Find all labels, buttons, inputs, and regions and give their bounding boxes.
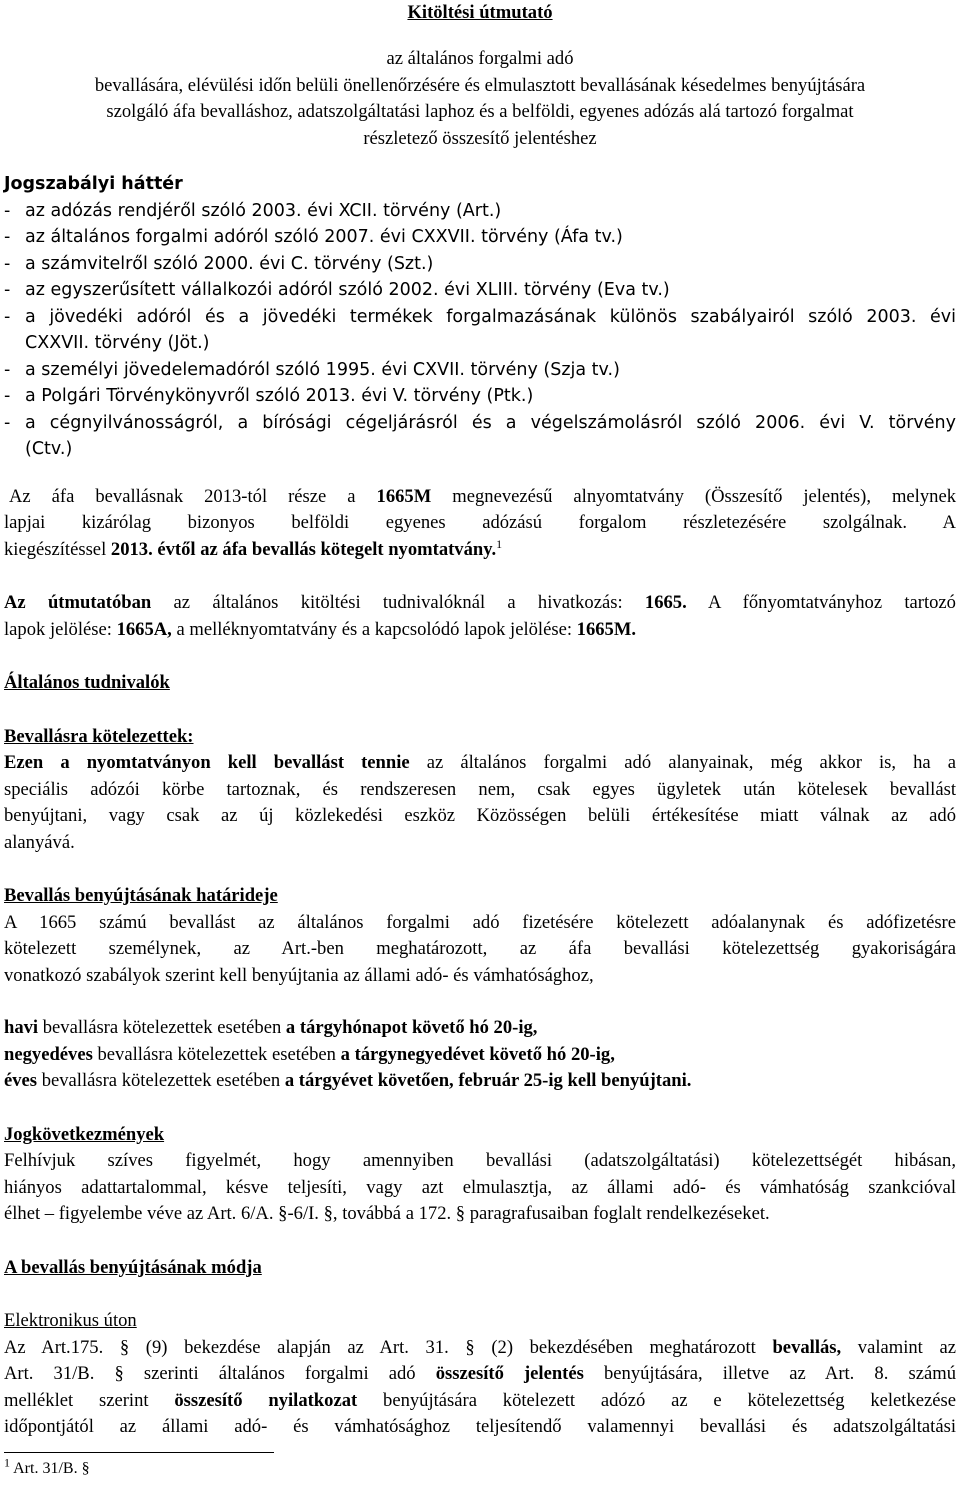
text-line: lapjai kizárólag bizonyos belföldi egyenes adózású forgalom részletezésére szolgálnak. A (4, 512, 956, 533)
footnote-separator (4, 1452, 274, 1453)
altalanos-heading: Általános tudnivalók (4, 672, 170, 693)
list-dash: - (4, 200, 11, 221)
law-list-item: - a jövedéki adóról és a jövedéki termékek forgalmazásának különös szabályairól szóló 2003. évi (4, 304, 956, 331)
law-list-item-cont: (Ctv.) (25, 439, 73, 459)
text-line: Az Art.175. § (9) bekezdése alapján az Art. 31. § (2) bekezdésében meghatározott bevallás, valamint az (4, 1336, 956, 1358)
footnote-text: Art. 31/B. § (10, 1460, 90, 1477)
text-line: kiegészítéssel 2013. évtől az áfa bevallás kötegelt nyomtatvány.$^1$ (4, 536, 503, 560)
kotelezettek-section (4, 724, 956, 857)
intro-line: részletező összesítő jelentéshez (363, 127, 597, 149)
law-list-item: - a Polgári Törvénykönyvről szóló 2013. évi V. törvény (Ptk.) (4, 383, 956, 410)
modja-heading: A bevallás benyújtásának módja (4, 1256, 262, 1278)
list-dash: - (4, 253, 11, 274)
elektronikus-section (4, 1308, 956, 1441)
footnote-number: 1 (4, 1455, 10, 1470)
text-line: lapok jelölése: 1665A, a melléknyomtatvány és a kapcsolódó lapok jelölése: 1665M. (4, 618, 637, 640)
jogkovetkezmenyek-section (4, 1122, 956, 1228)
text-line: Az áfa bevallásnak 2013-tól része a 1665M megnevezésű alnyomtatvány (Összesítő jelentés), melynek (9, 485, 956, 507)
list-dash: - (4, 227, 11, 247)
intro-block (4, 46, 956, 152)
list-dash: - (4, 306, 11, 327)
elektronikus-heading: Elektronikus úton (4, 1310, 137, 1331)
law-list (4, 198, 956, 463)
intro-line: szolgáló áfa bevalláshoz, adatszolgáltatási laphoz és a belföldi, egyenes adózás alá tartozó forgalmat (106, 101, 854, 122)
list-dash: - (4, 280, 11, 300)
law-list-item: - az általános forgalmi adóról szóló 2007. évi CXXVII. törvény (Áfa tv.) (4, 224, 956, 251)
text-line: Ezen a nyomtatványon kell bevallást tennie az általános forgalmi adó alanyainak, még akkor is, ha a (4, 752, 956, 773)
text-line: Az útmutatóban az általános kitöltési tudnivalóknál a hivatkozás: 1665. A főnyomtatványhoz tartozó (4, 592, 956, 613)
text-line: speciális adózói körbe tartoznak, és rendszeresen nem, csak egyes ügyletek után kötelesek bevallást (4, 778, 956, 800)
kotelezettek-heading: Bevallásra kötelezettek: (4, 725, 194, 747)
afa-paragraph (4, 484, 956, 564)
law-list-item: - az egyszerűsített vállalkozói adóról szóló 2002. évi XLIII. törvény (Eva tv.) (4, 277, 956, 304)
jogkovetkezmenyek-heading: Jogkövetkezmények (4, 1123, 165, 1145)
text-line: időpontjától az állami adó- és vámhatósághoz teljesítendő valamennyi bevallási és adatszolgáltatási (4, 1416, 956, 1437)
list-dash: - (4, 412, 11, 433)
text-line: alanyává. (4, 831, 75, 853)
intro-line: bevallására, elévülési időn belüli önellenőrzésére és elmulasztott bevallásának késedelmes benyújtására (94, 74, 866, 96)
law-list-item-cont: CXXVII. törvény (Jöt.) (25, 333, 210, 353)
hatarido-section (4, 883, 956, 1095)
jogszabalyi-heading: Jogszabályi háttér (4, 174, 183, 194)
text-line: hiányos adattartalommal, késve teljesíti, vagy azt elmulasztja, az állami adó- és vámhatóság szankcióval (4, 1176, 956, 1198)
text-line: élhet – figyelembe véve az Art. 6/A. §-6/I. §, továbbá a 172. § paragrafusaiban foglalt rendelkezéseket. (4, 1203, 770, 1224)
text-line: melléklet szerint összesítő nyilatkozat benyújtására kötelezett adózó az e kötelezettség keletkezése (4, 1389, 957, 1411)
law-list-item: - a cégnyilvánosságról, a bírósági cégeljárásról és a végelszámolásról szóló 2006. évi V. törvény (4, 410, 956, 437)
text-line: Art. 31/B. § szerinti általános forgalmi adó összesítő jelentés benyújtására, illetve az Art. 8. számú (4, 1363, 956, 1384)
hatarido-heading: Bevallás benyújtásának határideje (4, 885, 278, 906)
law-list-item: - a számvitelről szóló 2000. évi C. törvény (Szt.) (4, 251, 956, 278)
law-list-item: - a személyi jövedelemadóról szóló 1995. évi CXVII. törvény (Szja tv.) (4, 357, 956, 384)
text-line: A 1665 számú bevallást az általános forgalmi adó fizetésére kötelezett adóalanynak és adófizetésre (4, 911, 956, 933)
list-dash: - (4, 386, 11, 406)
deadline-row-havi: havi bevallásra kötelezettek esetében a tárgyhónapot követő hó 20-ig, (4, 1017, 538, 1038)
footnote (4, 1455, 90, 1480)
footnote-ref[interactable]: 1 (496, 536, 503, 551)
intro-line: az általános forgalmi adó (386, 48, 574, 69)
list-dash: - (4, 359, 11, 380)
text-line: Felhívjuk szíves figyelmét, hogy amennyiben bevallási (adatszolgáltatási) kötelezettségét hibásan, (4, 1150, 956, 1171)
document-title: Kitöltési útmutató (407, 2, 553, 23)
utmutato-paragraph (4, 590, 956, 643)
deadline-row-negyedeves: negyedéves bevallásra kötelezettek esetében a tárgynegyedévet követő hó 20-ig, (4, 1043, 615, 1065)
text-line: kötelezett személynek, az Art.-ben meghatározott, az áfa bevallási kötelezettség gyakoriságára (4, 938, 956, 959)
deadline-row-eves: éves bevallásra kötelezettek esetében a tárgyévet követően, február 25-ig kell benyújtani. (4, 1070, 692, 1091)
text-line: benyújtani, vagy csak az új közlekedési eszköz Közösségen belüli értékesítése miatt válnak az adó (4, 805, 956, 826)
text-line: vonatkozó szabályok szerint kell benyújtania az állami adó- és vámhatósághoz, (4, 964, 594, 986)
law-list-item: - az adózás rendjéről szóló 2003. évi XCII. törvény (Art.) (4, 198, 956, 225)
document-body (4, 0, 956, 1441)
